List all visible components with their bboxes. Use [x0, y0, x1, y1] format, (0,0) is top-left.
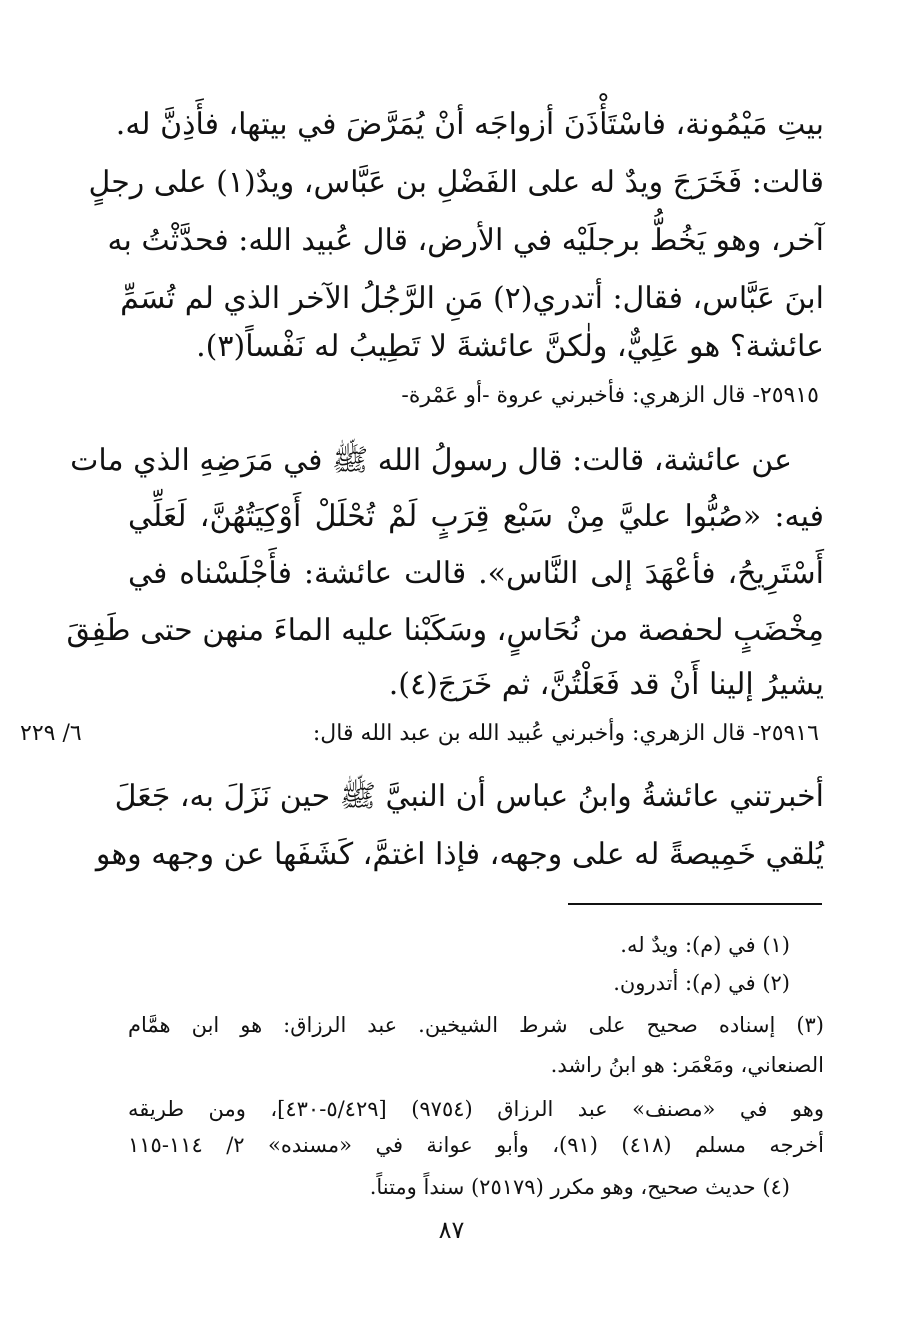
text-line: بيتِ مَيْمُونة، فاسْتَأْذَنَ أزواجَه أنْ يُمَرَّضَ في بيتها، فأَذِنَّ له. [115, 107, 824, 142]
text-line: أخبرتني عائشةُ وابنُ عباس أن النبيَّ ﷺ حين نَزَلَ به، جَعَلَ [114, 779, 824, 814]
text-line: يشيرُ إلينا أَنْ قد فَعَلْتُنَّ، ثم خَرَجَ(٤). [388, 667, 824, 702]
footnote: (٤) حديث صحيح، وهو مكرر (٢٥١٧٩) سنداً ومتناً. [369, 1175, 790, 1199]
footnote: (٢) في (م): أتدرون. [613, 971, 790, 995]
text-line: فيه: «صُبُّوا عليَّ مِنْ سَبْع قِرَبٍ لَمْ تُحْلَلْ أَوْكِيَتُهُنَّ، لَعَلِّي [128, 499, 824, 534]
text-line: يُلقي خَمِيصةً له على وجهه، فإذا اغتمَّ، كَشَفَها عن وجهه وهو [95, 837, 824, 872]
footnote: (١) في (م): ويدٌ له. [620, 933, 790, 957]
hadith-heading: ٢٥٩١٦- قال الزهري: وأخبرني عُبيد الله بن عبد الله قال: [312, 721, 819, 746]
footnote: (٣) إسناده صحيح على شرط الشيخين. عبد الرزاق: هو ابن همَّام [128, 1013, 824, 1037]
footnote-separator [568, 903, 822, 905]
text-line: مِخْضَبٍ لحفصة من نُحَاسٍ، وسَكَبْنا عليه الماءَ منهن حتى طَفِقَ [66, 613, 824, 648]
text-line: ابنَ عَبَّاس، فقال: أتدري(٢) مَنِ الرَّجُلُ الآخر الذي لم تُسَمِّ [120, 281, 824, 316]
text-line: عن عائشة، قالت: قال رسولُ الله ﷺ في مَرَضِهِ الذي مات [70, 443, 792, 478]
volume-page-marker: ٦/ ٢٢٩ [20, 721, 82, 746]
text-line: عائشة؟ هو عَلِيٌّ، ولٰكنَّ عائشةَ لا تَطِيبُ له نَفْساً(٣). [196, 329, 824, 364]
text-line: آخر، وهو يَخُطُّ برجلَيْه في الأرض، قال عُبيد الله: فحدَّثْتُ به [107, 223, 824, 258]
footnote: وهو في «مصنف» عبد الرزاق (٩٧٥٤) [٥/٤٢٩-٤٣٠]، ومن طريقه [128, 1097, 824, 1121]
footnote: أخرجه مسلم (٤١٨) (٩١)، وأبو عوانة في «مسنده» ٢/ ١١٤-١١٥ [128, 1133, 824, 1157]
text-line: أَسْتَرِيحُ، فأعْهَدَ إلى النَّاس». قالت عائشة: فأَجْلَسْناه في [128, 556, 824, 591]
page-number: ٨٧ [438, 1216, 465, 1244]
text-line: قالت: فَخَرَجَ ويدٌ له على الفَضْلِ بن عَبَّاس، ويدٌ(١) على رجلٍ [88, 165, 824, 200]
hadith-heading: ٢٥٩١٥- قال الزهري: فأخبرني عروة -أو عَمْرة- [401, 383, 819, 408]
footnote: الصنعاني، ومَعْمَر: هو ابنُ راشد. [550, 1053, 824, 1077]
